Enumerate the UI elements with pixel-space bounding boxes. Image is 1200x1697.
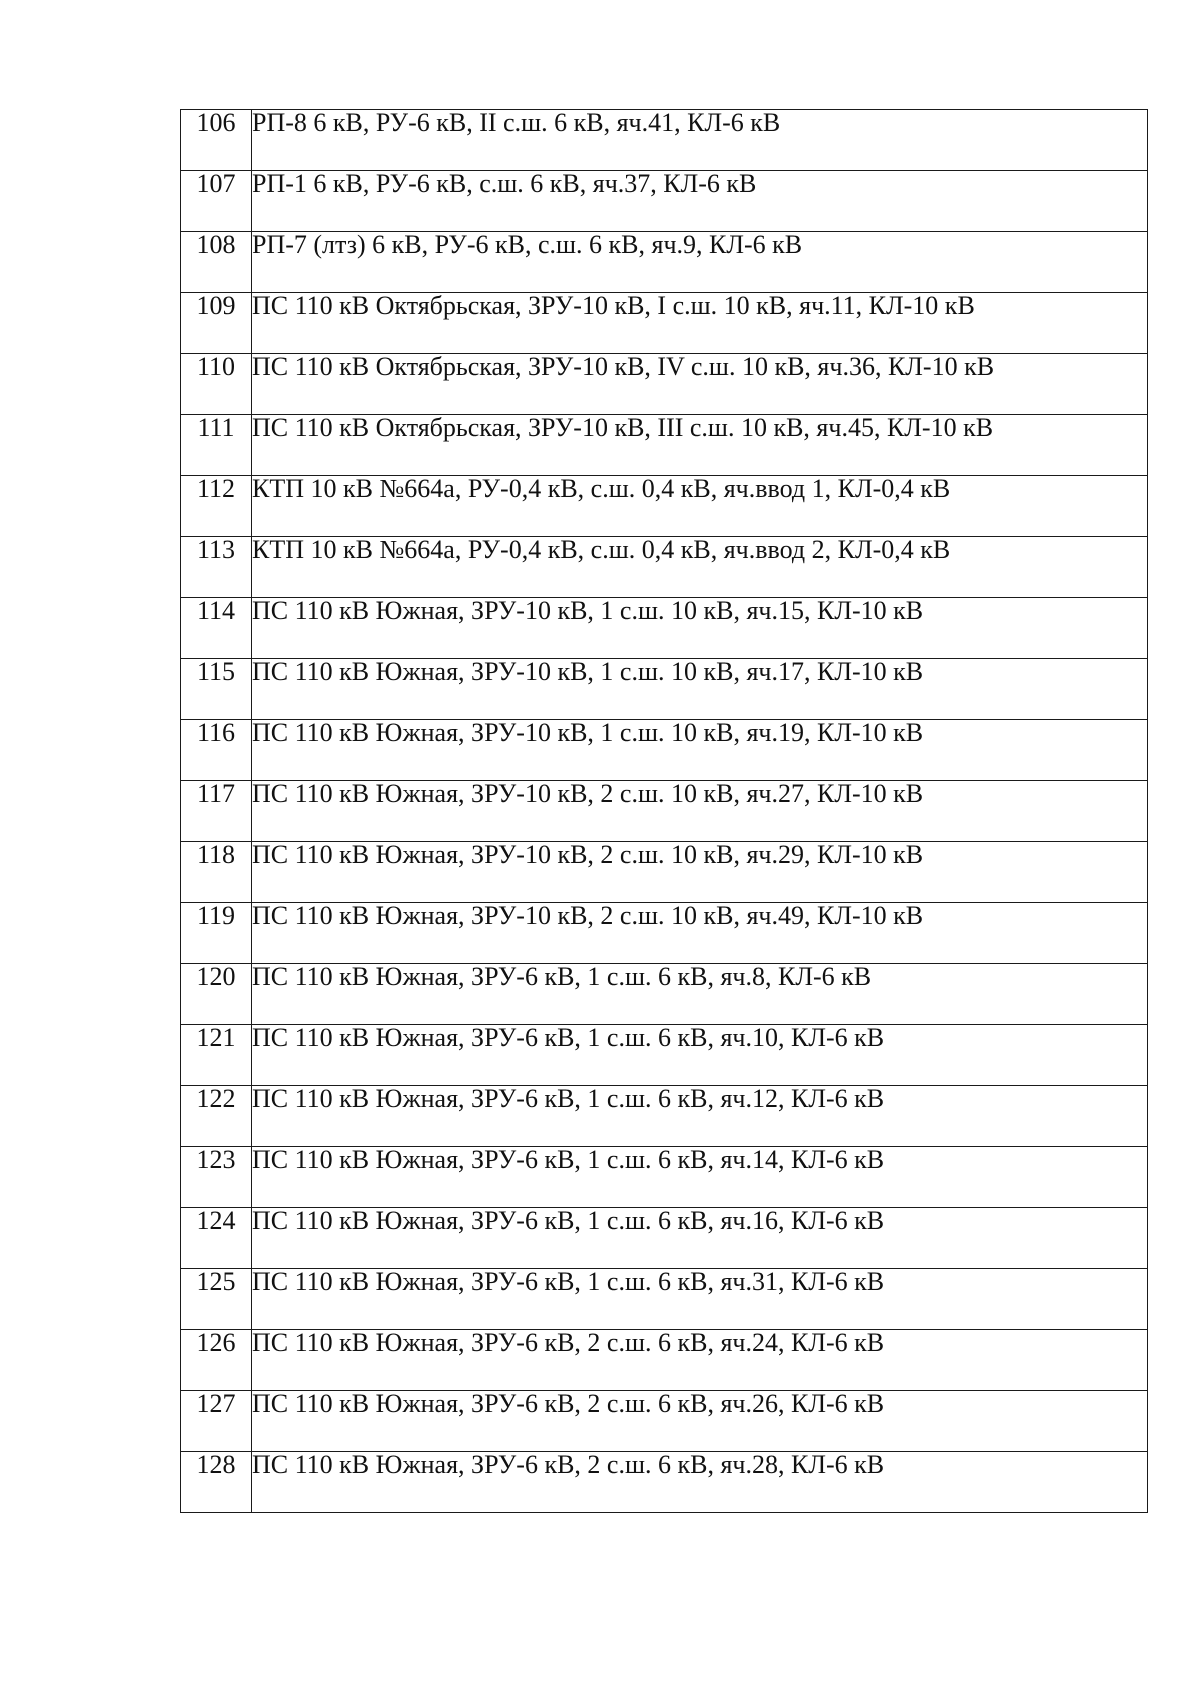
- row-number: 120: [181, 964, 252, 1025]
- table-row: [181, 720, 1148, 781]
- row-description: ПС 110 кВ Южная, ЗРУ-6 кВ, 2 с.ш. 6 кВ, яч.28, КЛ-6 кВ: [252, 1452, 1148, 1513]
- row-description: ПС 110 кВ Южная, ЗРУ-10 кВ, 2 с.ш. 10 кВ, яч.29, КЛ-10 кВ: [252, 842, 1148, 903]
- row-number: 122: [181, 1086, 252, 1147]
- row-description: РП-8 6 кВ, РУ-6 кВ, II с.ш. 6 кВ, яч.41, КЛ-6 кВ: [252, 110, 1148, 171]
- row-number: 106: [181, 110, 252, 171]
- row-description: ПС 110 кВ Южная, ЗРУ-10 кВ, 2 с.ш. 10 кВ, яч.27, КЛ-10 кВ: [252, 781, 1148, 842]
- row-number: 123: [181, 1147, 252, 1208]
- row-number: 118: [181, 842, 252, 903]
- row-description: ПС 110 кВ Южная, ЗРУ-10 кВ, 1 с.ш. 10 кВ, яч.19, КЛ-10 кВ: [252, 720, 1148, 781]
- table-row: [181, 964, 1148, 1025]
- row-description: ПС 110 кВ Южная, ЗРУ-10 кВ, 2 с.ш. 10 кВ, яч.49, КЛ-10 кВ: [252, 903, 1148, 964]
- table-row: [181, 537, 1148, 598]
- table-row: [181, 1269, 1148, 1330]
- row-description: ПС 110 кВ Южная, ЗРУ-6 кВ, 1 с.ш. 6 кВ, яч.8, КЛ-6 кВ: [252, 964, 1148, 1025]
- row-description: ПС 110 кВ Южная, ЗРУ-6 кВ, 1 с.ш. 6 кВ, яч.16, КЛ-6 кВ: [252, 1208, 1148, 1269]
- table-row: [181, 842, 1148, 903]
- table-row: [181, 781, 1148, 842]
- table-row: [181, 1452, 1148, 1513]
- row-number: 108: [181, 232, 252, 293]
- table-row: [181, 659, 1148, 720]
- table-row: [181, 354, 1148, 415]
- row-number: 117: [181, 781, 252, 842]
- row-description: ПС 110 кВ Южная, ЗРУ-6 кВ, 2 с.ш. 6 кВ, яч.26, КЛ-6 кВ: [252, 1391, 1148, 1452]
- row-number: 109: [181, 293, 252, 354]
- row-number: 121: [181, 1025, 252, 1086]
- row-description: ПС 110 кВ Южная, ЗРУ-10 кВ, 1 с.ш. 10 кВ, яч.17, КЛ-10 кВ: [252, 659, 1148, 720]
- row-description: ПС 110 кВ Октябрьская, ЗРУ-10 кВ, IV с.ш. 10 кВ, яч.36, КЛ-10 кВ: [252, 354, 1148, 415]
- row-description: ПС 110 кВ Южная, ЗРУ-6 кВ, 1 с.ш. 6 кВ, яч.31, КЛ-6 кВ: [252, 1269, 1148, 1330]
- row-description: КТП 10 кВ №664а, РУ-0,4 кВ, с.ш. 0,4 кВ, яч.ввод 2, КЛ-0,4 кВ: [252, 537, 1148, 598]
- row-description: ПС 110 кВ Южная, ЗРУ-6 кВ, 1 с.ш. 6 кВ, яч.12, КЛ-6 кВ: [252, 1086, 1148, 1147]
- table-row: [181, 171, 1148, 232]
- table-row: [181, 110, 1148, 171]
- row-description: ПС 110 кВ Южная, ЗРУ-10 кВ, 1 с.ш. 10 кВ, яч.15, КЛ-10 кВ: [252, 598, 1148, 659]
- table-row: [181, 903, 1148, 964]
- row-number: 116: [181, 720, 252, 781]
- table-row: [181, 598, 1148, 659]
- row-number: 110: [181, 354, 252, 415]
- row-description: РП-7 (лтз) 6 кВ, РУ-6 кВ, с.ш. 6 кВ, яч.9, КЛ-6 кВ: [252, 232, 1148, 293]
- table-row: [181, 293, 1148, 354]
- row-number: 111: [181, 415, 252, 476]
- table-row: [181, 232, 1148, 293]
- row-description: ПС 110 кВ Южная, ЗРУ-6 кВ, 1 с.ш. 6 кВ, яч.14, КЛ-6 кВ: [252, 1147, 1148, 1208]
- row-number: 128: [181, 1452, 252, 1513]
- table-row: [181, 1330, 1148, 1391]
- row-description: ПС 110 кВ Южная, ЗРУ-6 кВ, 2 с.ш. 6 кВ, яч.24, КЛ-6 кВ: [252, 1330, 1148, 1391]
- row-description: ПС 110 кВ Южная, ЗРУ-6 кВ, 1 с.ш. 6 кВ, яч.10, КЛ-6 кВ: [252, 1025, 1148, 1086]
- row-number: 115: [181, 659, 252, 720]
- row-description: РП-1 6 кВ, РУ-6 кВ, с.ш. 6 кВ, яч.37, КЛ-6 кВ: [252, 171, 1148, 232]
- table-row: [181, 415, 1148, 476]
- row-description: ПС 110 кВ Октябрьская, ЗРУ-10 кВ, I с.ш. 10 кВ, яч.11, КЛ-10 кВ: [252, 293, 1148, 354]
- table-row: [181, 1147, 1148, 1208]
- row-number: 125: [181, 1269, 252, 1330]
- row-number: 127: [181, 1391, 252, 1452]
- row-description: ПС 110 кВ Октябрьская, ЗРУ-10 кВ, III с.ш. 10 кВ, яч.45, КЛ-10 кВ: [252, 415, 1148, 476]
- table-row: [181, 1086, 1148, 1147]
- row-description: КТП 10 кВ №664а, РУ-0,4 кВ, с.ш. 0,4 кВ, яч.ввод 1, КЛ-0,4 кВ: [252, 476, 1148, 537]
- row-number: 119: [181, 903, 252, 964]
- table-row: [181, 1025, 1148, 1086]
- table-row: [181, 1208, 1148, 1269]
- table-row: [181, 1391, 1148, 1452]
- row-number: 126: [181, 1330, 252, 1391]
- row-number: 107: [181, 171, 252, 232]
- row-number: 114: [181, 598, 252, 659]
- table-row: [181, 476, 1148, 537]
- row-number: 124: [181, 1208, 252, 1269]
- substation-table: [180, 109, 1148, 1513]
- table-body: [181, 110, 1148, 1513]
- row-number: 113: [181, 537, 252, 598]
- row-number: 112: [181, 476, 252, 537]
